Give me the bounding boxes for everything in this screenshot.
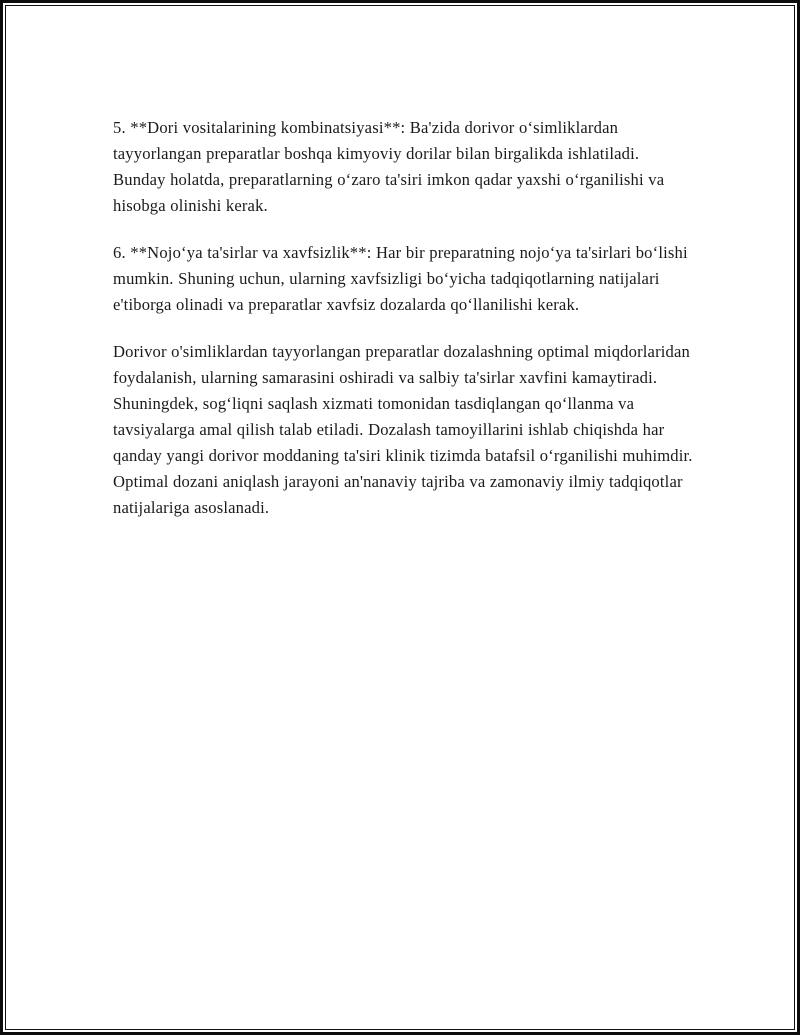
paragraph-closing-summary: Dorivor o'simliklardan tayyorlangan preparatlar dozalashning optimal miqdorlaridan foydalanish, ularning samarasini oshiradi va salbiy ta'sirlar xavfini kamaytiradi. Shuningdek, sogʻliqni saqlash xizmati tomonidan tasdiqlangan qoʻllanma va tavsiyalarga amal qilish talab etiladi. Dozalash tamoyillarini ishlab chiqishda har qanday yangi dorivor moddaning ta'siri klinik tizimda batafsil oʻrganilishi muhimdir. Optimal dozani aniqlash jarayoni an'nanaviy tajriba va zamonaviy ilmiy tadqiqotlar natijalariga asoslanadi. [113,342,693,517]
paragraph-item-5-drug-combination: 5. **Dori vositalarining kombinatsiyasi**: Ba'zida dorivor oʻsimliklardan tayyorlangan preparatlar boshqa kimyoviy dorilar bilan birgalikda ishlatiladi. Bunday holatda, preparatlarning oʻzaro ta'siri imkon qadar yaxshi oʻrganilishi va hisobga olinishi kerak. [113,118,665,215]
paragraph-item-6-side-effects-safety: 6. **Nojoʻya ta'sirlar va xavfsizlik**: Har bir preparatning nojoʻya ta'sirlari boʻlishi mumkin. Shuning uchun, ularning xavfsizligi boʻyicha tadqiqotlarning natijalari e'tiborga olinadi va preparatlar xavfsiz dozalarda qoʻllanilishi kerak. [113,243,688,314]
document-page-sheet [7,7,793,1028]
document-text-body [113,115,693,521]
